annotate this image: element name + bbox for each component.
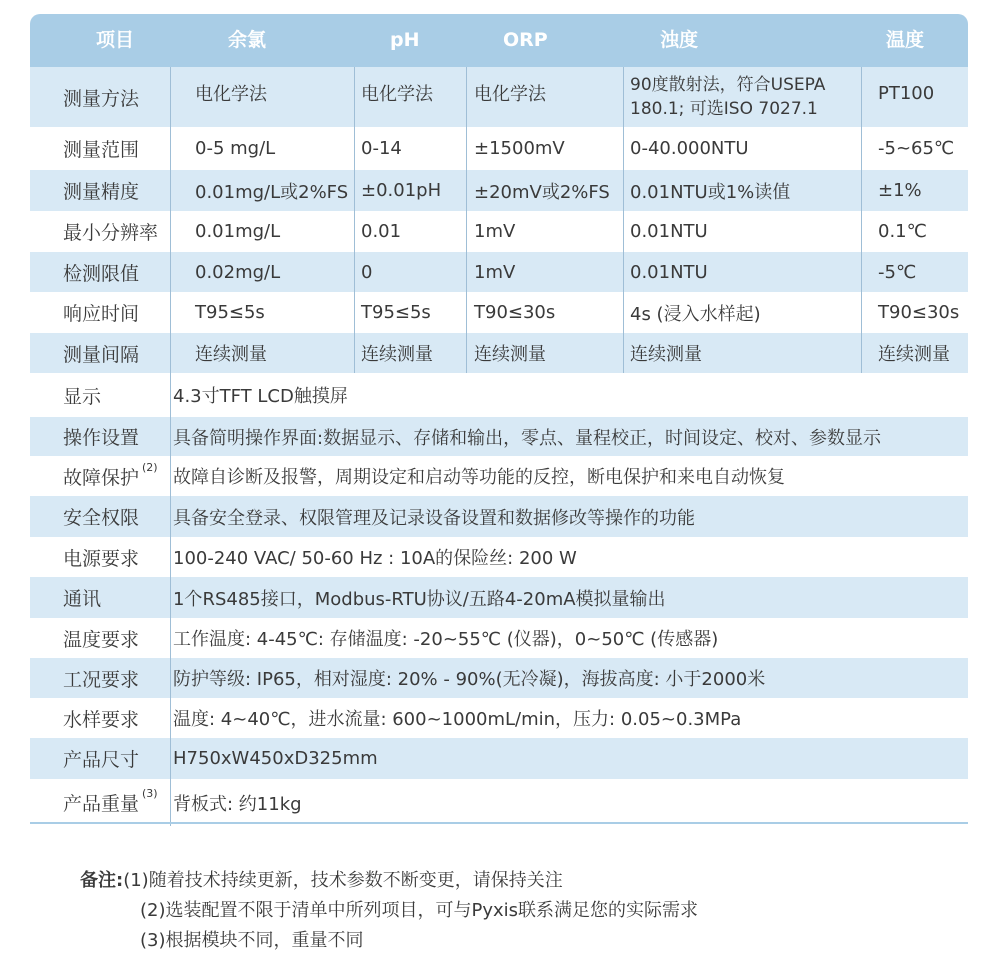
cell-chlorine: T95≤5s: [195, 302, 265, 323]
cell-temperature: 0.1℃: [878, 221, 927, 242]
table-row: [30, 537, 968, 577]
footnote-marker: (2): [142, 460, 158, 474]
table-row: [30, 698, 968, 738]
table-row: [30, 658, 968, 698]
table-bottom-border: [30, 822, 968, 824]
header-chlorine: 余氯: [228, 29, 267, 51]
table-row: [30, 127, 968, 170]
row-label: 温度要求: [63, 628, 140, 651]
cell-turbidity: 4s (浸入水样起): [630, 303, 761, 325]
row-label: 工况要求: [63, 668, 140, 691]
cell-orp: ±20mV或2%FS: [474, 181, 610, 203]
cell-temperature: T90≤30s: [878, 302, 960, 323]
header-item: 项目: [96, 29, 135, 51]
cell-chlorine: 0-5 mg/L: [195, 138, 276, 159]
row-value: 背板式: 约11kg: [173, 793, 302, 815]
table-row: [30, 456, 968, 496]
note-line-1: 备注:(1)随着技术持续更新，技术参数不断变更，请保持关注: [80, 870, 563, 891]
row-label: 测量范围: [63, 139, 140, 161]
table-row: [30, 618, 968, 658]
row-value: H750xW450xD325mm: [173, 748, 378, 769]
note-line-2: (2)选装配置不限于清单中所列项目，可与Pyxis联系满足您的实际需求: [140, 900, 699, 921]
cell-turbidity: 0.01NTU: [630, 221, 708, 242]
table-row: [30, 333, 968, 373]
cell-ph: 电化学法: [361, 84, 433, 105]
spec-table: [30, 14, 968, 826]
cell-turbidity: 90度散射法，符合USEPA 180.1; 可选ISO 7027.1: [630, 75, 826, 119]
cell-temperature: ±1%: [878, 180, 922, 201]
row-value: 具备简明操作界面:数据显示、存储和输出，零点、量程校正，时间设定、校对、参数显示: [173, 427, 882, 449]
cell-orp: T90≤30s: [474, 302, 556, 323]
table-row: [30, 211, 968, 252]
cell-chlorine: 0.02mg/L: [195, 261, 281, 283]
note-line-3: (3)根据模块不同，重量不同: [140, 930, 364, 951]
cell-chlorine: 0.01mg/L或2%FS: [195, 181, 349, 203]
footnote-marker: (3): [142, 787, 158, 800]
cell-chlorine: 连续测量: [195, 344, 267, 365]
cell-turbidity: 0.01NTU: [630, 261, 708, 283]
cell-ph: T95≤5s: [361, 302, 431, 323]
table-row: [30, 252, 968, 292]
cell-temperature: -5~65℃: [878, 138, 955, 159]
row-label: 操作设置: [63, 427, 140, 449]
notes-label: 备注:: [80, 870, 124, 891]
row-label: 检测限值: [63, 262, 140, 285]
row-label: 产品尺寸: [63, 749, 140, 771]
header-orp: ORP: [503, 29, 548, 51]
cell-ph: 0: [361, 261, 373, 283]
row-label: 响应时间: [63, 303, 140, 325]
cell-orp: 1mV: [474, 261, 516, 283]
cell-temperature: 连续测量: [878, 344, 950, 365]
cell-turbidity: 0.01NTU或1%读值: [630, 181, 791, 203]
table-row: [30, 779, 968, 826]
table-row: [30, 417, 968, 456]
table-row: [30, 496, 968, 537]
table-row: [30, 170, 968, 211]
cell-orp: 连续测量: [474, 344, 546, 365]
cell-turbidity: 0-40.000NTU: [630, 138, 749, 159]
table-row: [30, 738, 968, 779]
row-label: 测量方法: [63, 87, 140, 110]
cell-orp: 电化学法: [474, 84, 546, 105]
row-label: 安全权限: [63, 507, 140, 529]
row-label: 测量精度: [63, 181, 140, 203]
row-value: 工作温度: 4-45℃: 存储温度: -20~55℃ (仪器)，0~50℃ (传感器): [173, 629, 719, 650]
row-value: 故障自诊断及报警，周期设定和启动等功能的反控，断电保护和来电自动恢复: [173, 467, 785, 488]
row-label: 最小分辨率: [63, 222, 159, 244]
cell-temperature: -5℃: [878, 261, 917, 283]
header-ph: pH: [390, 29, 420, 51]
cell-ph: 0.01: [361, 221, 402, 242]
row-label: 显示: [63, 385, 102, 408]
table-row: [30, 373, 968, 417]
row-value: 1个RS485接口，Modbus-RTU协议/五路4-20mA模拟量输出: [173, 588, 666, 610]
cell-chlorine: 电化学法: [195, 84, 267, 105]
cell-orp: 1mV: [474, 221, 516, 242]
cell-turbidity: 连续测量: [630, 344, 702, 365]
table-row: [30, 577, 968, 618]
cell-chlorine: 0.01mg/L: [195, 221, 281, 242]
cell-temperature: PT100: [878, 82, 935, 104]
row-label: 测量间隔: [63, 343, 140, 366]
table-header: [30, 14, 968, 67]
row-value: 100-240 VAC/ 50-60 Hz : 10A的保险丝: 200 W: [173, 548, 577, 569]
cell-ph: ±0.01pH: [361, 180, 442, 201]
row-label: 产品重量 (3): [63, 787, 158, 815]
cell-ph: 连续测量: [361, 344, 433, 365]
row-label: 通讯: [63, 588, 102, 610]
row-label: 电源要求: [63, 547, 140, 570]
header-temperature: 温度: [886, 29, 925, 51]
cell-orp: ±1500mV: [474, 138, 565, 159]
row-value: 具备安全登录、权限管理及记录设备设置和数据修改等操作的功能: [173, 507, 695, 529]
row-label: 故障保护 (2): [63, 460, 158, 489]
row-value: 4.3寸TFT LCD触摸屏: [173, 386, 348, 407]
row-value: 温度: 4~40℃，进水流量: 600~1000mL/min，压力: 0.05~0.3MPa: [173, 709, 742, 730]
cell-ph: 0-14: [361, 138, 402, 159]
table-row: [30, 292, 968, 333]
row-label: 水样要求: [63, 708, 140, 731]
notes: [80, 866, 698, 956]
header-turbidity: 浊度: [660, 29, 699, 51]
table-row: [30, 67, 968, 127]
row-value: 防护等级: IP65，相对湿度: 20% - 90%(无冷凝)，海拔高度: 小于2000米: [173, 669, 766, 690]
